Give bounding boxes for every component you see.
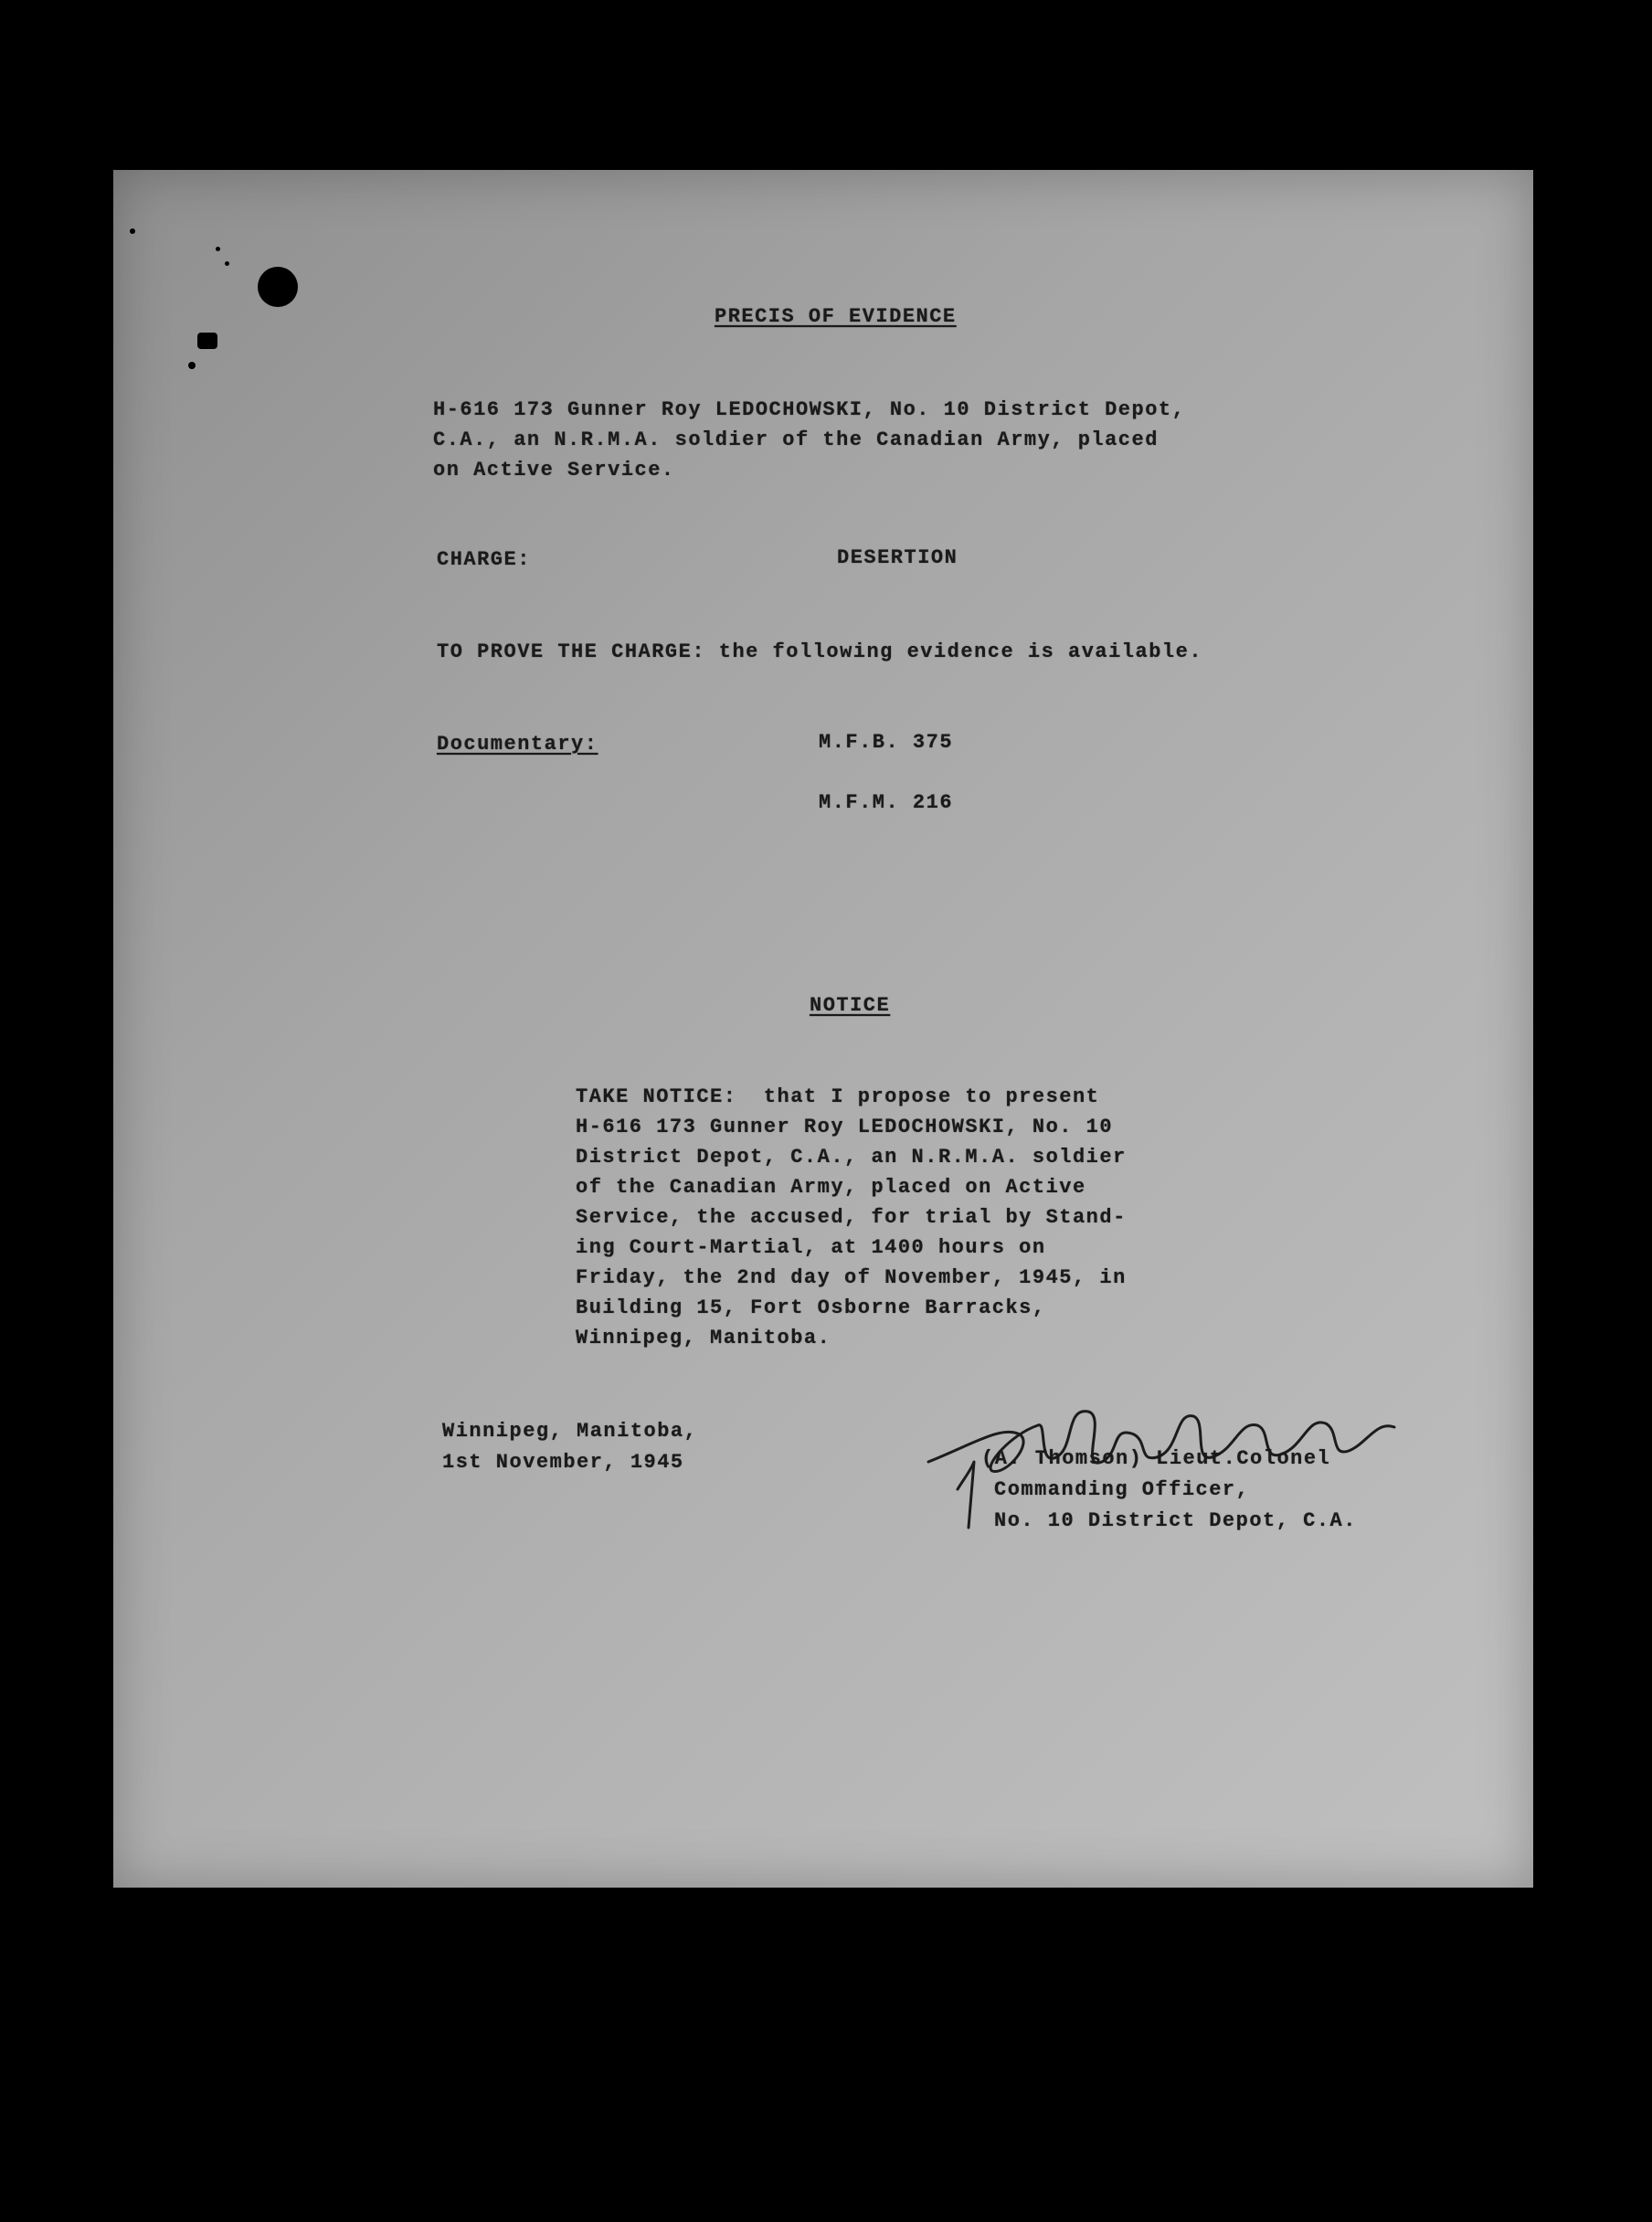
intro-line-1: H-616 173 Gunner Roy LEDOCHOWSKI, No. 10 District Depot, <box>433 398 1186 421</box>
signatory-name: (A. Thomson) Lieut.Colonel <box>981 1447 1331 1470</box>
notice-line-3: District Depot, C.A., an N.R.M.A. soldier <box>576 1146 1127 1169</box>
notice-line-9: Winnipeg, Manitoba. <box>576 1327 831 1349</box>
document-title: PRECIS OF EVIDENCE <box>715 305 957 328</box>
signatory-unit: No. 10 District Depot, C.A. <box>994 1509 1357 1532</box>
notice-line-2: H-616 173 Gunner Roy LEDOCHOWSKI, No. 10 <box>576 1116 1114 1138</box>
notice-line-6: ing Court-Martial, at 1400 hours on <box>576 1236 1046 1259</box>
place-line: Winnipeg, Manitoba, <box>442 1420 698 1443</box>
documentary-label: Documentary: <box>437 733 598 756</box>
notice-line-5: Service, the accused, for trial by Stand- <box>576 1206 1127 1229</box>
document-item-1: M.F.B. 375 <box>819 731 954 754</box>
document-item-2: M.F.M. 216 <box>819 791 954 814</box>
notice-heading: NOTICE <box>810 994 891 1017</box>
date-line: 1st November, 1945 <box>442 1451 684 1474</box>
prove-charge-line: TO PROVE THE CHARGE: the following evidence is available. <box>437 640 1203 663</box>
charge-label: CHARGE: <box>437 548 531 571</box>
ink-speck <box>197 333 217 349</box>
notice-line-1: TAKE NOTICE: that I propose to present <box>576 1085 1100 1108</box>
notice-line-7: Friday, the 2nd day of November, 1945, in <box>576 1266 1127 1289</box>
notice-line-8: Building 15, Fort Osborne Barracks, <box>576 1296 1046 1319</box>
ink-speck <box>225 261 229 266</box>
ink-speck <box>216 247 220 251</box>
notice-line-4: of the Canadian Army, placed on Active <box>576 1176 1086 1199</box>
intro-line-3: on Active Service. <box>433 459 675 481</box>
ink-speck <box>130 228 135 234</box>
charge-value: DESERTION <box>837 546 958 569</box>
ink-blot <box>258 267 298 307</box>
intro-line-2: C.A., an N.R.M.A. soldier of the Canadian Army, placed <box>433 429 1159 451</box>
signatory-title: Commanding Officer, <box>994 1478 1250 1501</box>
ink-speck <box>188 362 196 369</box>
